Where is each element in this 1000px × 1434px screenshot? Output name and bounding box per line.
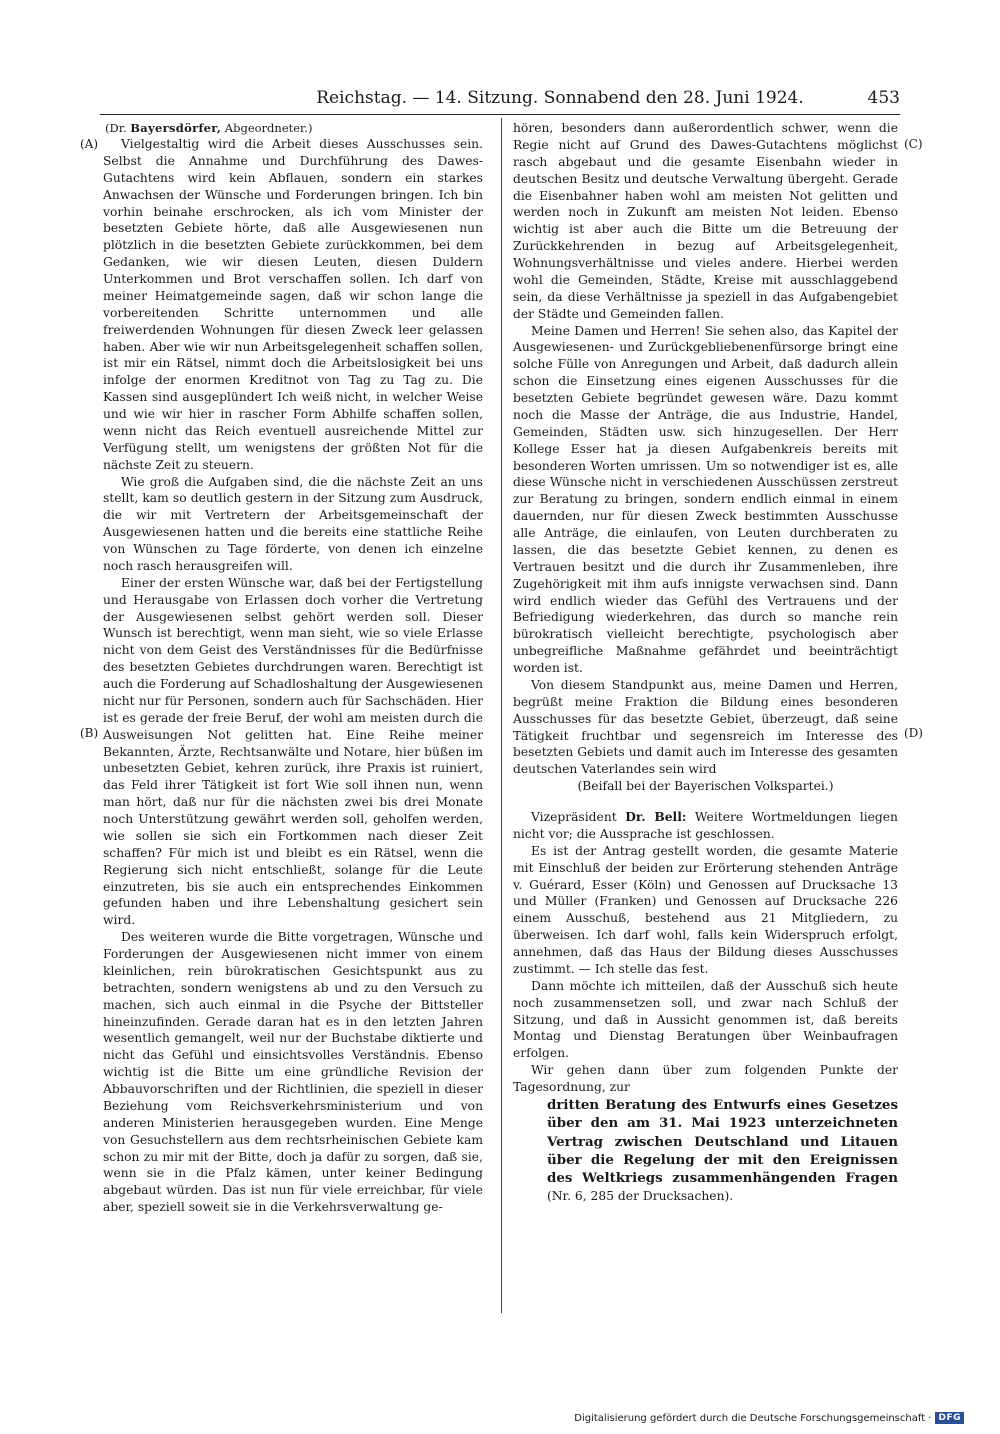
margin-mark-c: (C) (904, 137, 923, 151)
agenda-reference: (Nr. 6, 285 der Drucksachen). (547, 1189, 734, 1204)
president-statement (513, 809, 898, 843)
spacer (513, 795, 898, 809)
speaker-prefix: (Dr. (105, 121, 127, 135)
column-divider (501, 118, 502, 1313)
left-column (103, 120, 483, 1216)
paragraph: Dann möchte ich mitteilen, daß der Ausschuß sich heute noch zusammensetzen soll, und zwar nach Schluß der Sitzung, und daß in Aussicht genommen ist, daß bereits Montag und Dienstag Beratungen über Weinbaufragen erfolgen. (513, 978, 898, 1061)
applause-note: (Beifall bei der Bayerischen Volkspartei.) (577, 779, 834, 794)
president-title: Vizepräsident (531, 810, 617, 824)
paragraph: Des weiteren wurde die Bitte vorgetragen, Wünsche und Forderungen der Ausgewiesenen nicht immer von einem kleinlichen, rein bürokratischen Gesichtspunkt aus zu betrachten, sondern wenigstens ab und zu den Versuch zu machen, sich auch einmal in die Psyche der Bittsteller hineinzufinden. Gerade daran hat es in den letzten Jahren wesentlich gemangelt, weil nur der Buchstabe diktierte und nicht das Gefühl und einsichtsvolles Verständnis. Ebenso wichtig ist die Bitte um eine gründliche Revision der Abbauvorschriften und der Richtlinien, die speziell in dieser Beziehung vom Reichsverkehrsministerium und von anderen Ministerien herausgegeben wurden. Eine Menge von Gesuchstellern aus dem rechtsrheinischen Gebiete kam schon zu mir mit der Bitte, doch ja dafür zu sorgen, daß sie, wenn sie in die Pfalz kämen, unter keiner Bedingung abgebaut würden. Das ist nun für viele erreichbar, für viele aber, speziell soweit sie in die Verkehrsverwaltung ge- (103, 930, 483, 1215)
paragraph: Von diesem Standpunkt aus, meine Damen und Herren, begrüßt meine Fraktion die Bildung eines besonderen Ausschusses für das besetzte Gebiet, überzeugt, daß seine Tätigkeit fruchtbar und segensreich im Interesse des besetzten Gebiets und damit auch im Interesse des gesamten deutschen Vaterlandes sein wird (513, 677, 898, 777)
margin-mark-a: (A) (80, 137, 99, 151)
president-name: Dr. Bell: (625, 809, 687, 824)
page-number: 453 (867, 88, 900, 108)
speaker-role: Abgeordneter.) (224, 121, 313, 135)
margin-mark-d: (D) (904, 726, 923, 740)
paragraph: Vielgestaltig wird die Arbeit dieses Ausschusses sein. Selbst die Annahme und Durchführung des Dawes-Gutachtens wird kein Abflauen, sondern ein starkes Anwachsen der Wünsche und Forderungen bringen. Ich bin vorhin beinahe erschrocken, als ich vom Minister der besetzten Gebiete hörte, daß alle Ausgewiesenen nun plötzlich in die besetzten Gebiete zurückkommen, bei dem Gedanken, wie wir diesen Leuten, diesen Duldern Unterkommen und Brot verschaffen sollen. Ich darf von meiner Heimatgemeinde sagen, daß wir schon lange die vorbereitenden Schritte unternommen und alle freiwerdenden Wohnungen für diesen Zweck leer gelassen haben. Aber wie wir nun Arbeitsgelegenheit schaffen sollen, ist mir ein Rätsel, nimmt doch die Arbeitslosigkeit bei uns infolge der enormen Kreditnot von Tag zu Tag zu. Die Kassen sind ausgeplündert Ich weiß nicht, in welcher Weise und wie wir hier in rascher Form Abhilfe schaffen sollen, wenn nicht das Reich eventuell ausreichende Mittel zur Verfügung stellt, um wenigstens der größten Not für die nächste Zeit zu steuern. (103, 137, 483, 472)
agenda-title: dritten Beratung des Entwurfs eines Gesetzes über den am 31. Mai 1923 unterzeichneten Vertrag zwischen Deutschland und Litauen über die Regelung der mit den Ereignissen des Weltkriegs zusammenhängenden Fragen (547, 1097, 898, 1186)
president-text: Weitere Wortmeldungen liegen nicht vor; die Aussprache ist geschlossen. (513, 810, 898, 841)
dfg-logo: DFG (935, 1412, 964, 1424)
header-rule (100, 114, 900, 115)
page-header (100, 88, 900, 112)
speaker-name: Bayersdörfer, (130, 121, 222, 135)
margin-mark-b: (B) (80, 726, 99, 740)
speaker-line (105, 120, 483, 136)
right-column (513, 120, 898, 1205)
paragraph: Einer der ersten Wünsche war, daß bei der Fertigstellung und Herausgabe von Erlassen doch vorher die Vertretung der Ausgewiesenen selbst gehört werden soll. Dieser Wunsch ist berechtigt, wenn man sieht, wie so viele Erlasse nicht von dem Geist des Verständnisses für die Bedürfnisse des besetzten Gebietes durchdrungen waren. Berechtigt ist auch die Forderung auf Schadloshaltung der Ausgewiesenen nicht nur für Personen, sondern auch für Sachschäden. Hier ist es gerade der freie Beruf, der wohl am meisten durch die Ausweisungen Not gelitten hat. Eine Reihe meiner Bekannten, Ärzte, Rechtsanwälte und Notare, hier büßen im unbesetzten Gebiet, kehren zurück, ihre Praxis ist ruiniert, das Feld ihrer Tätigkeit ist fort Wie soll ihnen nun, wenn man hört, daß nur für die nächsten zwei bis drei Monate noch Unterstützung gewährt werden soll, geholfen werden, wie sollen sie sich ein Fortkommen nach dieser Zeit schaffen? Für mich ist und bleibt es ein Rätsel, wenn die Regierung sich nicht entschließt, solange für die Leute einzutreten, bis sie auch ein entsprechendes Einkommen gefunden haben und ihre Lebenshaltung gesichert sein wird. (103, 575, 483, 928)
paragraph: Es ist der Antrag gestellt worden, die gesamte Materie mit Einschluß der beiden zur Erörterung stehenden Anträge v. Guérard, Esser (Köln) und Genossen auf Drucksache 13 und Müller (Franken) und Genossen auf Drucksache 226 einem Ausschuß, bestehend aus 21 Mitgliedern, zu überweisen. Ich darf wohl, falls kein Widerspruch erfolgt, annehmen, daß das Haus der Bildung dieses Ausschusses zustimmt. — Ich stelle das fest. (513, 843, 898, 976)
running-title: Reichstag. — 14. Sitzung. Sonnabend den 28. Juni 1924. (316, 88, 804, 108)
agenda-intro: Wir gehen dann über zum folgenden Punkte der Tagesordnung, zur (513, 1063, 898, 1095)
footer-text: Digitalisierung gefördert durch die Deutsche Forschungsgemeinschaft · (574, 1412, 932, 1424)
footer-credit (574, 1412, 964, 1424)
paragraph: Wie groß die Aufgaben sind, die die nächste Zeit an uns stellt, kam so deutlich gestern in der Sitzung zum Ausdruck, die wir mit Vertretern der Arbeitsgemeinschaft der Ausgewiesenen hatten und die bereits eine stattliche Reihe von Wünschen zu Tage förderte, von denen ich einzelne noch rasch herausgreifen will. (103, 474, 483, 573)
paragraph: Meine Damen und Herren! Sie sehen also, das Kapitel der Ausgewiesenen- und Zurückgebliebenenfürsorge bringt eine solche Fülle von Anregungen und Arbeit, daß dadurch allein schon die Einsetzung eines eigenen Ausschusses für die besetzten Gebiete begründet gewesen wäre. Dazu kommt noch die Masse der Anträge, die aus Industrie, Handel, Gemeinden, Städten usw. sich hinzugesellen. Der Herr Kollege Esser hat ja diesen Aufgabenkreis bereits mit besonderen Worten umrissen. Um so notwendiger ist es, alle diese Wünsche nicht in verschiedenen Ausschüssen zerstreut zur Beratung zu bringen, sondern endlich einmal in einem dauernden, nur für diesen Zweck bestimmten Ausschusse alle Anträge, die einlaufen, von Leuten durchberaten zu lassen, die das besetzte Gebiet kennen, zu denen es Vertrauen besitzt und die durch ihr Zusammenleben, ihre Zugehörigkeit mit ihm aufs innigste verwachsen sind. Dann wird endlich wieder das Gefühl des Vertrauens und der Befriedigung wiederkehren, das durch so manche rein bürokratisch vielleicht berechtigte, psychologisch aber unbegreifliche Maßnahme gefährdet und beeinträchtigt worden ist. (513, 323, 898, 675)
agenda-item (513, 1096, 898, 1205)
paragraph: hören, besonders dann außerordentlich schwer, wenn die Regie nicht auf Grund des Dawes-Gutachtens möglichst rasch abgebaut und die gesamte Eisenbahn wieder in deutschen Besitz und deutsche Verwaltung übergeht. Gerade die Eisenbahner haben wohl am meisten Not gelitten und werden noch in Zukunft am meisten Not leiden. Ebenso wichtig ist aber auch die Bitte um die Betreuung der Zurückkehrenden in bezug auf Arbeitsgelegenheit, Wohnungsverhältnisse und vieles andere. Hierbei werden wohl die Gemeinden, Städte, Kreise mit ausschlaggebend sein, da diese Verhältnisse ja speziell in das Aufgabengebiet der Städte und Gemeinden fallen. (513, 121, 898, 321)
